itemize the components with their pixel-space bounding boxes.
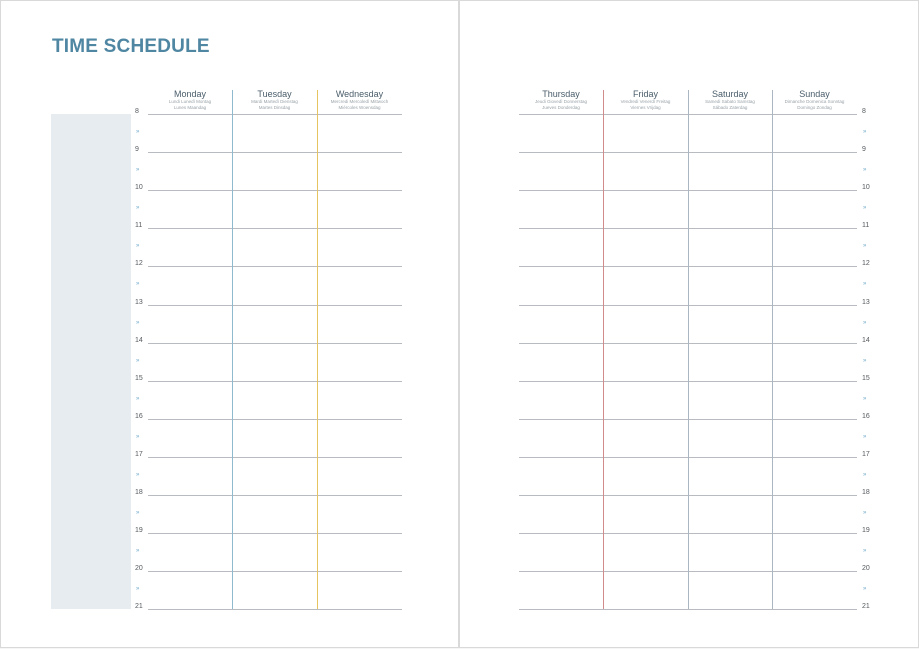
hour-label: 16 xyxy=(135,412,143,420)
page-title: TIME SCHEDULE xyxy=(52,36,210,57)
hour-label: 17 xyxy=(862,450,870,458)
hour-line xyxy=(148,343,402,344)
hour-label: 14 xyxy=(135,336,143,344)
half-hour-marker: » xyxy=(863,357,867,364)
hour-line xyxy=(148,419,402,420)
day-header-thursday xyxy=(519,89,603,111)
half-hour-marker: » xyxy=(863,471,867,478)
hour-line xyxy=(148,114,402,115)
day-translations: Vendredi Venerdì Freitag xyxy=(620,99,671,104)
hour-label: 14 xyxy=(862,336,870,344)
day-name: Thursday xyxy=(542,89,580,99)
half-hour-marker: » xyxy=(863,205,867,212)
day-divider xyxy=(603,90,604,609)
day-translations: Domingo Zondag xyxy=(797,105,832,110)
hour-label: 15 xyxy=(135,374,143,382)
hour-label: 10 xyxy=(862,184,870,192)
hour-line xyxy=(148,457,402,458)
hour-label: 19 xyxy=(862,527,870,535)
half-hour-marker: » xyxy=(863,319,867,326)
hour-label: 10 xyxy=(135,184,143,192)
half-hour-marker: » xyxy=(136,357,140,364)
hour-label: 21 xyxy=(135,603,143,611)
hour-label: 11 xyxy=(862,222,870,230)
hour-line xyxy=(148,533,402,534)
hour-label: 12 xyxy=(862,260,870,268)
hour-label: 8 xyxy=(862,108,866,115)
hour-label: 17 xyxy=(135,450,143,458)
day-divider xyxy=(688,90,689,609)
day-translations: Samedi Sabato Samstag xyxy=(705,99,755,104)
half-hour-marker: » xyxy=(136,281,140,288)
half-hour-marker: » xyxy=(136,167,140,174)
day-translations: Lunes Maandag xyxy=(173,105,207,110)
hour-label: 20 xyxy=(135,565,143,573)
day-translations: Jueves Donderdag xyxy=(542,105,580,110)
half-hour-marker: » xyxy=(136,510,140,517)
day-name: Wednesday xyxy=(335,89,384,99)
half-hour-marker: » xyxy=(136,395,140,402)
half-hour-marker: » xyxy=(863,395,867,402)
day-translations: Jeudi Giovedì Donnerstag xyxy=(534,99,588,104)
day-header-sunday xyxy=(772,89,857,111)
half-hour-marker: » xyxy=(136,586,140,593)
day-name: Monday xyxy=(173,89,207,99)
schedule-grid-right xyxy=(460,1,919,649)
hour-label: 13 xyxy=(862,298,870,306)
day-name: Friday xyxy=(632,89,658,99)
half-hour-marker: » xyxy=(136,471,140,478)
hour-label: 9 xyxy=(862,146,866,154)
hour-label: 16 xyxy=(862,412,870,420)
hour-label: 9 xyxy=(135,146,139,154)
hour-line xyxy=(148,228,402,229)
half-hour-marker: » xyxy=(863,129,867,136)
half-hour-marker: » xyxy=(136,129,140,136)
half-hour-marker: » xyxy=(136,319,140,326)
day-name: Saturday xyxy=(711,89,749,99)
day-translations: Mardi Martedì Dienstag xyxy=(251,99,298,104)
half-hour-marker: » xyxy=(863,510,867,517)
hour-label: 8 xyxy=(135,108,139,115)
left-page xyxy=(0,0,459,648)
hour-label: 12 xyxy=(135,260,143,268)
day-header-saturday xyxy=(688,89,772,111)
day-header-friday xyxy=(603,89,688,111)
half-hour-marker: » xyxy=(863,243,867,250)
hour-label: 18 xyxy=(862,489,870,496)
hour-line xyxy=(148,152,402,153)
half-hour-marker: » xyxy=(863,281,867,288)
day-divider xyxy=(772,90,773,609)
half-hour-marker: » xyxy=(136,205,140,212)
day-name: Sunday xyxy=(799,89,830,99)
hour-line xyxy=(148,305,402,306)
hour-label: 15 xyxy=(862,374,870,382)
day-translations: Miércoles Woensdag xyxy=(338,105,381,110)
day-divider xyxy=(317,90,318,609)
half-hour-marker: » xyxy=(136,243,140,250)
day-header-wednesday xyxy=(317,89,402,111)
hour-line xyxy=(148,381,402,382)
half-hour-marker: » xyxy=(863,433,867,440)
half-hour-marker: » xyxy=(863,548,867,555)
hour-line xyxy=(519,609,857,610)
day-translations: Martes Dinsdag xyxy=(258,105,291,110)
day-name: Tuesday xyxy=(257,89,292,99)
hour-line xyxy=(148,266,402,267)
day-translations: Lundi Lunedì Montag xyxy=(168,99,212,104)
hour-label: 18 xyxy=(135,489,143,496)
day-divider xyxy=(232,90,233,609)
half-hour-marker: » xyxy=(136,548,140,555)
hour-line xyxy=(148,495,402,496)
hour-label: 19 xyxy=(135,527,143,535)
right-page xyxy=(459,0,919,648)
half-hour-marker: » xyxy=(863,167,867,174)
hour-label: 21 xyxy=(862,603,870,611)
hour-line xyxy=(148,190,402,191)
half-hour-marker: » xyxy=(136,433,140,440)
hour-label: 20 xyxy=(862,565,870,573)
day-translations: Dimanche Domenica Sonntag xyxy=(784,99,845,104)
schedule-grid-left xyxy=(1,1,460,649)
hour-line xyxy=(148,571,402,572)
day-translations: Viernes Vrijdag xyxy=(630,105,661,110)
day-translations: Sábado Zaterdag xyxy=(712,105,748,110)
day-header-tuesday xyxy=(232,89,317,111)
hour-label: 13 xyxy=(135,298,143,306)
hour-label: 11 xyxy=(135,222,143,230)
half-hour-marker: » xyxy=(863,586,867,593)
day-header-monday xyxy=(148,89,232,111)
day-translations: Mercredi Mercoledì Mittwoch xyxy=(330,99,389,104)
hour-line xyxy=(148,609,402,610)
